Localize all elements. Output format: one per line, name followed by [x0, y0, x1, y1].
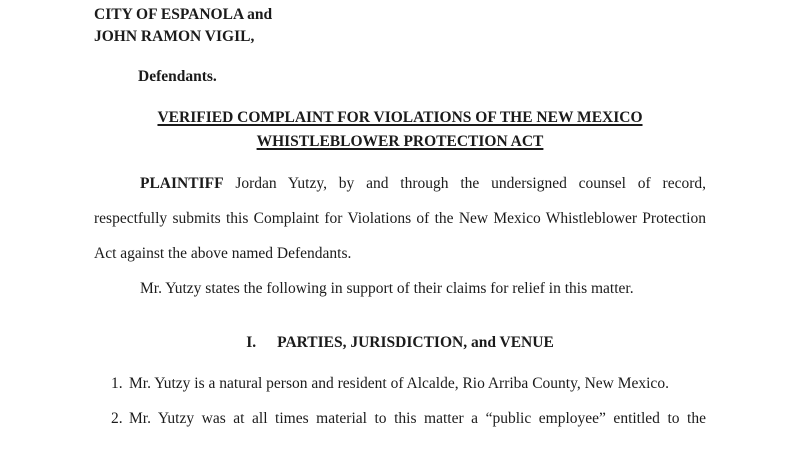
document-title-line-2: WHISTLEBLOWER PROTECTION ACT	[256, 133, 544, 150]
party-designation: Defendants.	[138, 68, 217, 85]
opening-paragraph-line-1	[94, 166, 706, 201]
document-title-line-1: VERIFIED COMPLAINT FOR VIOLATIONS OF THE NEW MEXICO	[157, 109, 643, 126]
numbered-paragraph-1	[94, 366, 706, 401]
caption-defendant-line-1: CITY OF ESPANOLA and	[94, 6, 273, 23]
paragraph-number-1: 1.	[111, 375, 123, 392]
numbered-paragraph-2	[94, 401, 706, 436]
opening-paragraph-line-2: respectfully submits this Complaint for Violations of the New Mexico Whistleblower Protection	[94, 210, 706, 227]
opening-paragraph-line-3: Act against the above named Defendants.	[94, 245, 352, 262]
opening-paragraph	[94, 166, 706, 271]
numbered-paragraph-1-text: Mr. Yutzy is a natural person and resident of Alcalde, Rio Arriba County, New Mexico.	[129, 375, 669, 392]
opening-paragraph-line-1-rest: Jordan Yutzy, by and through the undersigned counsel of record,	[223, 175, 706, 192]
paragraph-number-2: 2.	[111, 410, 123, 427]
numbered-paragraph-2-text: Mr. Yutzy was at all times material to this matter a “public employee” entitled to the	[129, 410, 706, 427]
section-heading	[94, 325, 706, 360]
statement-paragraph: Mr. Yutzy states the following in support of their claims for relief in this matter.	[140, 280, 634, 297]
case-caption	[94, 4, 706, 48]
document-title	[94, 106, 706, 154]
section-heading-title: PARTIES, JURISDICTION, and VENUE	[277, 334, 554, 351]
caption-defendant-line-2: JOHN RAMON VIGIL,	[94, 28, 255, 45]
plaintiff-lead-word: PLAINTIFF	[140, 175, 224, 192]
section-heading-numeral: I.	[246, 334, 257, 351]
